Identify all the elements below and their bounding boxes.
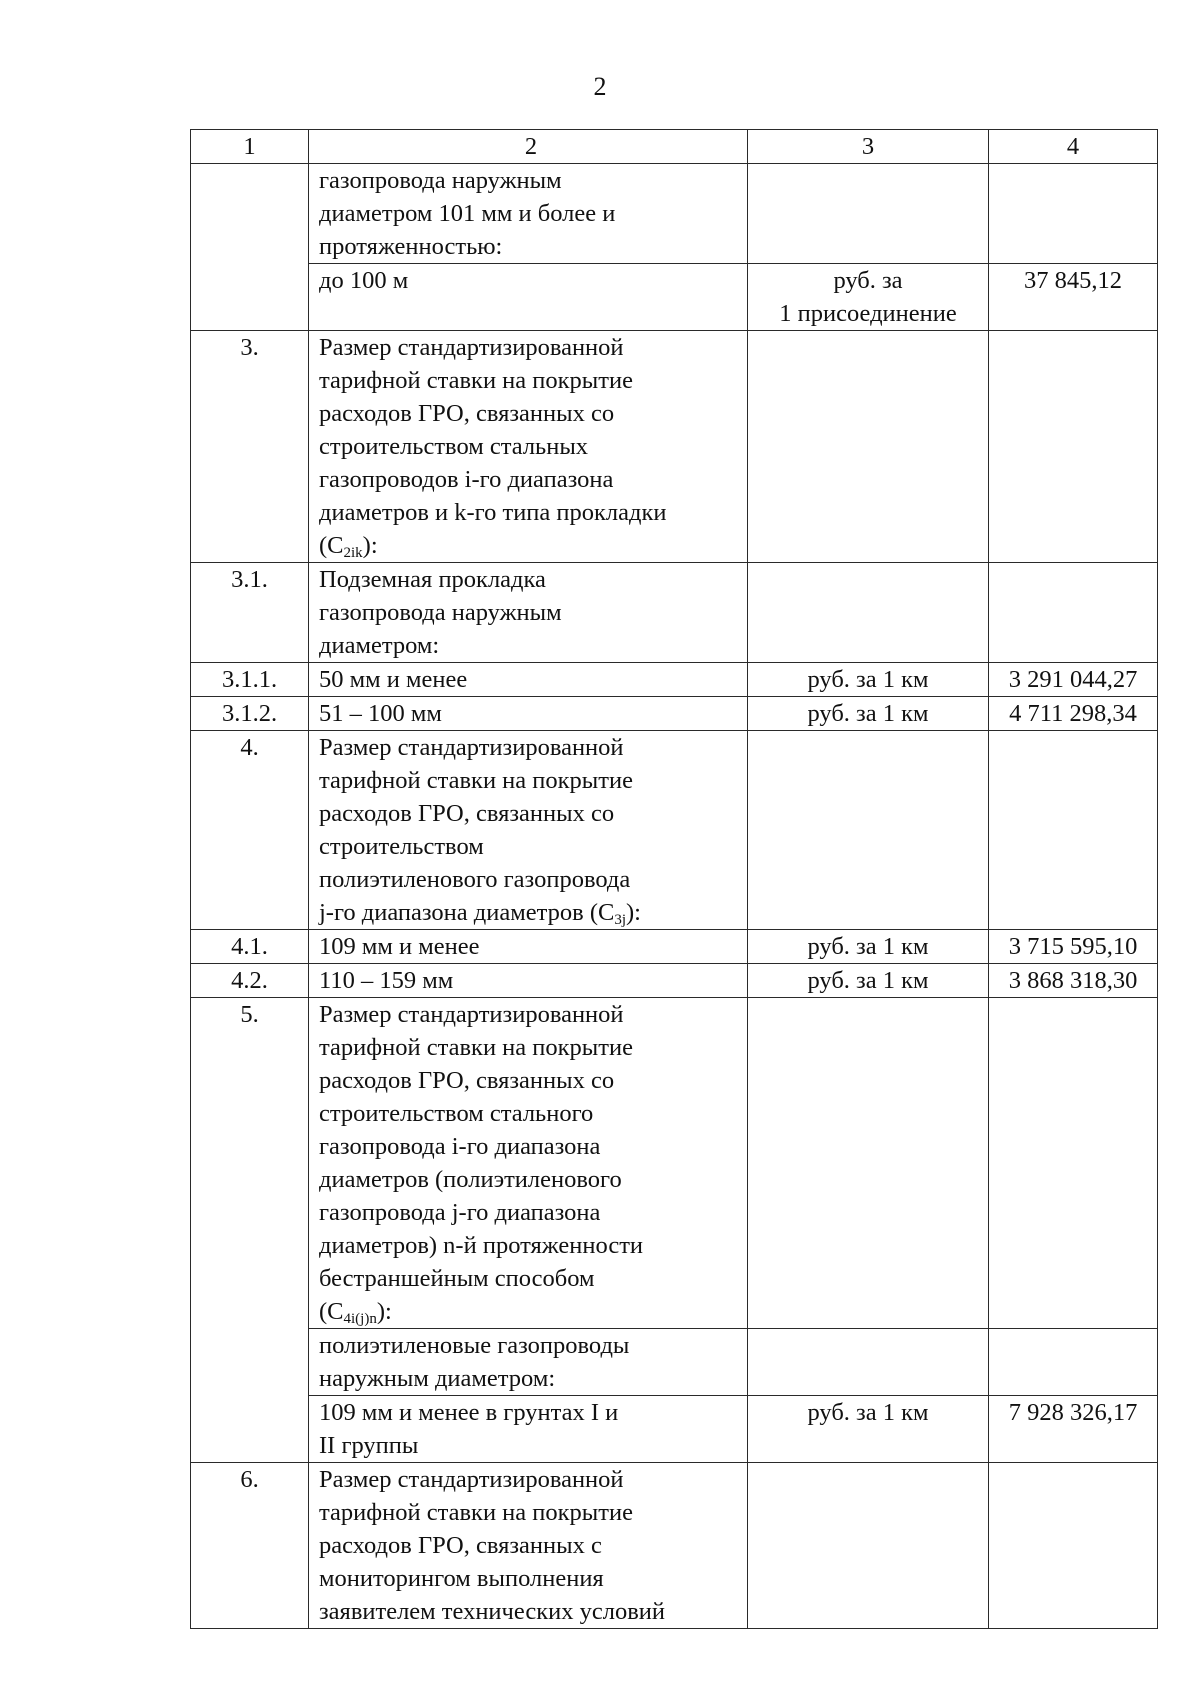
header-col-4: 4	[989, 130, 1158, 164]
row-unit: руб. за 1 км	[748, 930, 989, 964]
header-col-3: 3	[748, 130, 989, 164]
row-unit	[748, 1329, 989, 1396]
row-number: 6.	[191, 1463, 309, 1629]
row-description: полиэтиленовые газопроводы наружным диаметром:	[309, 1329, 748, 1396]
table-row	[191, 930, 1158, 964]
table-row	[191, 164, 1158, 264]
row-description: 110 – 159 мм	[309, 964, 748, 998]
row-unit	[748, 164, 989, 264]
row-description: Размер стандартизированной тарифной ставки на покрытие расходов ГРО, связанных с мониторингом выполнения заявителем технических условий	[309, 1463, 748, 1629]
row-unit	[748, 1463, 989, 1629]
table-row	[191, 264, 1158, 331]
row-unit	[748, 563, 989, 663]
row-unit: руб. за 1 км	[748, 697, 989, 731]
row-value	[989, 563, 1158, 663]
row-unit: руб. за 1 присоединение	[748, 264, 989, 331]
table-header-row	[191, 130, 1158, 164]
row-number: 3.1.1.	[191, 663, 309, 697]
row-number: 3.1.	[191, 563, 309, 663]
row-unit: руб. за 1 км	[748, 964, 989, 998]
row-value: 37 845,12	[989, 264, 1158, 331]
row-number: 3.1.2.	[191, 697, 309, 731]
row-value: 3 868 318,30	[989, 964, 1158, 998]
row-unit: руб. за 1 км	[748, 663, 989, 697]
row-description: Размер стандартизированной тарифной ставки на покрытие расходов ГРО, связанных со строительством стальных газопроводов i-го диапазона диаметров и k-го типа прокладки $(C_{2ik})$:	[309, 331, 748, 563]
row-unit	[748, 731, 989, 930]
row-value	[989, 331, 1158, 563]
table-row	[191, 1463, 1158, 1629]
row-number-cell	[191, 164, 309, 331]
page-number: 2	[593, 72, 607, 101]
row-number: 3.	[191, 331, 309, 563]
row-description: Размер стандартизированной тарифной ставки на покрытие расходов ГРО, связанных со строительством стального газопровода i-го диапазона диаметров (полиэтиленового газопровода j-го диапазона диаметров) n-й протяженности бестраншейным способом $(C_{4i(j)n})$:	[309, 998, 748, 1329]
table-row	[191, 998, 1158, 1329]
row-number: 4.2.	[191, 964, 309, 998]
row-value	[989, 731, 1158, 930]
row-unit	[748, 998, 989, 1329]
row-value	[989, 1329, 1158, 1396]
table-row	[191, 1396, 1158, 1463]
row-description: газопровода наружным диаметром 101 мм и более и протяженностью:	[309, 164, 748, 264]
table-row	[191, 964, 1158, 998]
header-col-1: 1	[191, 130, 309, 164]
row-value	[989, 164, 1158, 264]
row-description: до 100 м	[309, 264, 748, 331]
row-unit: руб. за 1 км	[748, 1396, 989, 1463]
row-unit	[748, 331, 989, 563]
row-description: Размер стандартизированной тарифной ставки на покрытие расходов ГРО, связанных со строительством полиэтиленового газопровода j-го диапазона диаметров $(C_{3j})$:	[309, 731, 748, 930]
table-row	[191, 731, 1158, 930]
row-value	[989, 998, 1158, 1329]
row-number: 4.1.	[191, 930, 309, 964]
row-number: 5.	[191, 998, 309, 1463]
row-value: 3 715 595,10	[989, 930, 1158, 964]
row-description: 51 – 100 мм	[309, 697, 748, 731]
table-row	[191, 1329, 1158, 1396]
table-row	[191, 697, 1158, 731]
row-description: 109 мм и менее	[309, 930, 748, 964]
table-row	[191, 331, 1158, 563]
row-value: 7 928 326,17	[989, 1396, 1158, 1463]
row-description: 50 мм и менее	[309, 663, 748, 697]
table-row	[191, 563, 1158, 663]
row-number: 4.	[191, 731, 309, 930]
tariff-table	[190, 129, 1158, 1629]
row-description: 109 мм и менее в грунтах I и II группы	[309, 1396, 748, 1463]
row-description: Подземная прокладка газопровода наружным диаметром:	[309, 563, 748, 663]
row-value: 3 291 044,27	[989, 663, 1158, 697]
header-col-2: 2	[309, 130, 748, 164]
row-value: 4 711 298,34	[989, 697, 1158, 731]
row-value	[989, 1463, 1158, 1629]
table-row	[191, 663, 1158, 697]
